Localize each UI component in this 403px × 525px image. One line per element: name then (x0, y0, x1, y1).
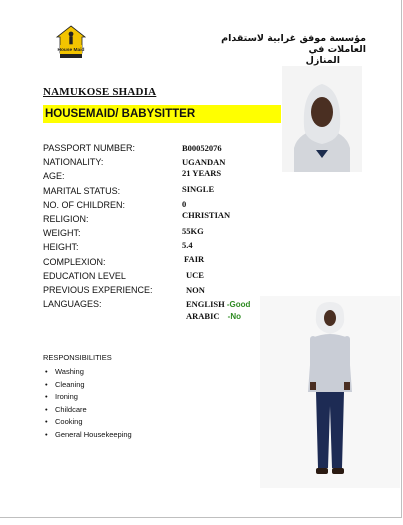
label-weight: WEIGHT: (43, 228, 81, 238)
bullet-icon: • (45, 429, 48, 439)
bullet-icon: • (45, 404, 48, 414)
bullet-icon: • (45, 379, 48, 389)
candidate-name: NAMUKOSE SHADIA (43, 86, 157, 98)
value-age: 21 YEARS (182, 168, 222, 178)
responsibilities-title: RESPONSIBILITIES (43, 353, 112, 362)
responsibility-general-housekeeping: General Housekeeping (55, 429, 132, 439)
label-previous-experience: PREVIOUS EXPERIENCE: (43, 285, 153, 295)
language-arabic-level: -No (227, 312, 241, 321)
label-height: HEIGHT: (43, 242, 79, 252)
agency-name-line2: المنازل (305, 55, 340, 66)
language-english (186, 299, 250, 309)
role-banner (43, 105, 281, 123)
value-previous-experience: NON (186, 285, 205, 295)
list-item (43, 429, 132, 442)
language-english-name: ENGLISH (186, 299, 225, 309)
list-item (43, 416, 132, 429)
list-item (43, 366, 132, 379)
language-arabic (186, 311, 241, 321)
bullet-icon: • (45, 392, 48, 401)
label-religion: RELIGION: (43, 214, 89, 224)
language-arabic-name: ARABIC (186, 311, 220, 321)
language-english-level: -Good (226, 300, 251, 309)
value-education-level: UCE (186, 270, 204, 280)
value-number-of-children: 0 (182, 199, 187, 209)
label-complexion: COMPLEXION: (43, 257, 106, 267)
label-age: AGE: (43, 171, 65, 181)
label-nationality: NATIONALITY: (43, 157, 104, 167)
responsibility-cooking: Cooking (55, 417, 83, 426)
value-passport-number: B00052076 (182, 143, 222, 153)
bullet-icon: • (45, 417, 48, 426)
value-weight: 55KG (182, 226, 204, 236)
value-marital-status: SINGLE (182, 184, 215, 194)
agency-name-line1: مؤسسة موفق غرابية لاستقدام العاملات في (221, 33, 366, 55)
value-height: 5.4 (182, 240, 193, 250)
responsibility-ironing: Ironing (55, 392, 78, 401)
full-body-photo (260, 296, 400, 488)
responsibility-washing: Washing (55, 367, 84, 376)
bullet-icon: • (45, 367, 48, 376)
value-nationality: UGANDAN (182, 157, 226, 167)
list-item (43, 379, 132, 392)
label-number-of-children: NO. OF CHILDREN: (43, 200, 126, 210)
agency-logo (55, 25, 87, 59)
label-passport-number: PASSPORT NUMBER: (43, 143, 136, 153)
agency-name (186, 33, 366, 66)
value-complexion: FAIR (184, 254, 205, 264)
responsibilities-list (43, 366, 132, 441)
headshot-photo (282, 66, 362, 172)
responsibility-childcare: Childcare (55, 404, 87, 414)
logo-text: House Maid (57, 48, 85, 53)
list-item (43, 404, 132, 417)
label-education-level: EDUCATION LEVEL (43, 271, 126, 281)
value-religion: CHRISTIAN (182, 210, 231, 220)
label-marital-status: MARITAL STATUS: (43, 186, 121, 196)
label-languages: LANGUAGES: (43, 299, 102, 309)
list-item (43, 391, 132, 404)
responsibility-cleaning: Cleaning (55, 379, 85, 389)
role-label: HOUSEMAID/ BABYSITTER (45, 108, 196, 120)
